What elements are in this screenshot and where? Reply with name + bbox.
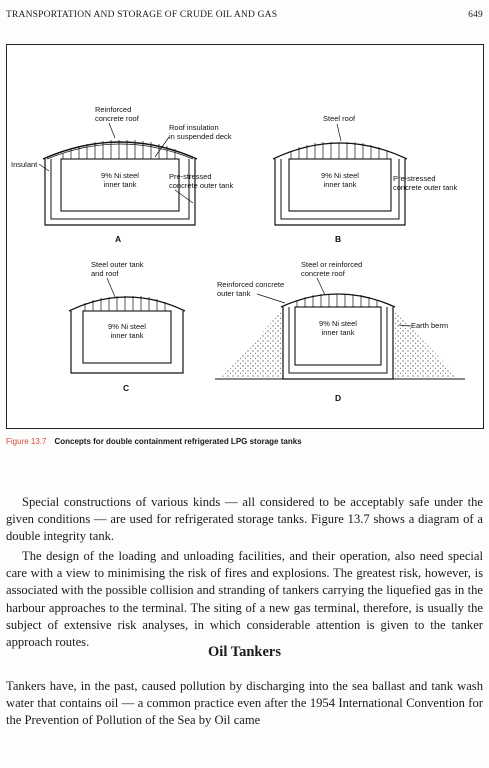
panel-c <box>69 260 185 393</box>
insulation-label-1: Roof insulation <box>169 123 219 132</box>
inner-tank-label-1: 9% Ni steel <box>101 171 139 180</box>
inner-tank-label-2: inner tank <box>103 180 137 189</box>
outer-label-1: Pre-stressed <box>393 174 436 183</box>
inner-tank-label-2: inner tank <box>110 331 144 340</box>
insulation-label-2: in suspended deck <box>169 132 232 141</box>
tank-diagram <box>7 45 485 430</box>
outer-label-1: Pre-stressed <box>169 172 212 181</box>
steel-roof <box>69 297 185 311</box>
running-head <box>6 10 483 20</box>
outer-label-2: concrete outer tank <box>169 181 234 190</box>
inner-tank-label-1: 9% Ni steel <box>108 322 146 331</box>
figure-caption-text: Concepts for double containment refrigerated LPG storage tanks <box>54 437 302 446</box>
panel-d-tag: D <box>335 393 342 403</box>
top-label-1: Steel outer tank <box>91 260 144 269</box>
paragraph-3: Tankers have, in the past, caused pollution by discharging into the sea ballast and tank wash water that contains oil — a common practice even after the 1954 International Convention for the Prevention of Pollution of the Sea by Oil came <box>6 679 483 728</box>
roof-label-2: concrete roof <box>95 114 139 123</box>
roof <box>281 294 395 307</box>
roof-label: Steel roof <box>323 114 356 123</box>
inner-tank-label-2: inner tank <box>323 180 357 189</box>
panel-d <box>215 260 465 403</box>
panel-b-tag: B <box>335 234 342 244</box>
inner-tank-label-1: 9% Ni steel <box>321 171 359 180</box>
figure-number: Figure 13.7 <box>6 437 47 446</box>
earth-berm-right <box>391 307 459 378</box>
insulant-label: Insulant <box>11 160 38 169</box>
panel-b <box>273 114 457 244</box>
earth-berm-label: Earth berm <box>411 321 449 330</box>
paragraph-2: The design of the loading and unloading facilities, and their operation, also need special care with a view to minimising the risk of fires and explosions. The greatest risk, however, is associated with the possible collision and stranding of tankers carrying the liquefied gas in the harbour approaches to the terminal. The siting of a new gas terminal, therefore, is usually the subject of extensive risk analyses, in which considerable attention is given to the tanker approach routes. <box>6 549 483 650</box>
top-label-1: Steel or reinforced <box>301 260 363 269</box>
outer-label-2: concrete outer tank <box>393 183 458 192</box>
paragraph <box>6 494 483 546</box>
section-heading: Oil Tankers <box>208 644 281 660</box>
left-label-1: Reinforced concrete <box>217 280 285 289</box>
paragraph <box>6 548 483 651</box>
top-label-2: and roof <box>91 269 119 278</box>
roof-label-1: Reinforced <box>95 105 132 114</box>
left-label-2: outer tank <box>217 289 251 298</box>
panel-a-tag: A <box>115 234 122 244</box>
top-label-2: concrete roof <box>301 269 345 278</box>
earth-berm-left <box>221 307 285 378</box>
concrete-roof <box>43 142 197 159</box>
paragraph <box>6 678 483 730</box>
panel-c-tag: C <box>123 383 130 393</box>
inner-tank-label-2: inner tank <box>321 328 355 337</box>
inner-tank-label-1: 9% Ni steel <box>319 319 357 328</box>
figure-13-7 <box>6 44 484 429</box>
paragraph-1: Special constructions of various kinds — all considered to be acceptably safe under the given conditions — are used for refrigerated storage tanks. Figure 13.7 shows a diagram of a double integrity tank. <box>6 495 483 544</box>
page-number: 649 <box>468 10 483 20</box>
figure-caption <box>6 437 302 446</box>
running-head-title: TRANSPORTATION AND STORAGE OF CRUDE OIL AND GAS <box>6 10 278 20</box>
panel-a <box>11 105 233 244</box>
